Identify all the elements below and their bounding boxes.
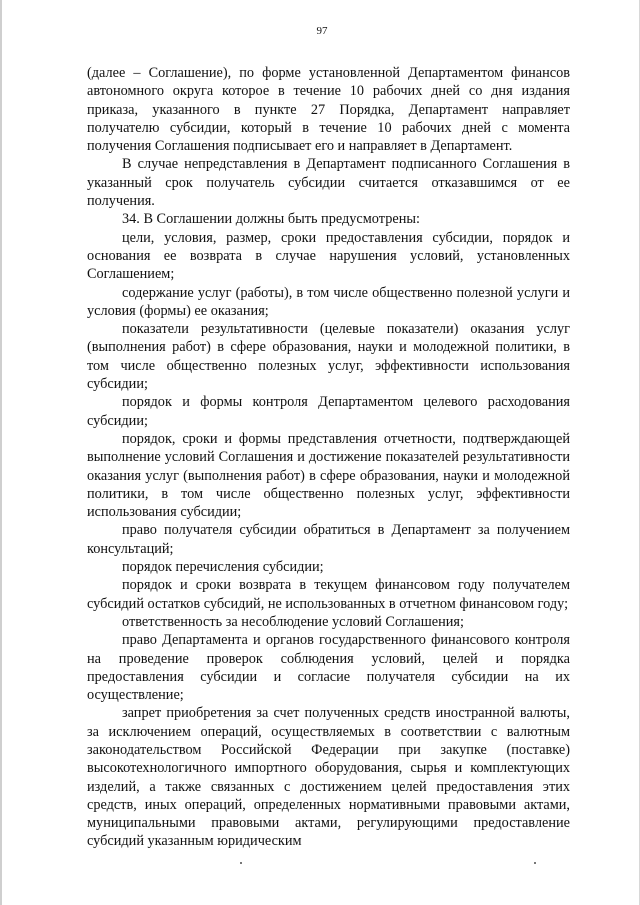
paragraph: цели, условия, размер, сроки предоставления субсидии, порядок и основания ее возврата в случае нарушения условий, установленных Соглашением;: [87, 229, 570, 283]
paragraph: запрет приобретения за счет полученных средств иностранной валюты, за исключением операций, осуществляемых в соответствии с валютным законодательством Российской Федерации при закупке (поставке) высокотехнологичного импортного оборудования, сырья и комплектующих изделий, а также связанных с достижением целей предоставления этих средств, иных операций, определенных нормативными правовыми актами, муниципальными правовыми актами, регулирующими предоставление субсидий указанным юридическим: [87, 705, 570, 850]
paragraph: порядок и сроки возврата в текущем финансовом году получателем субсидий остатков субсидий, не использованных в отчетном финансовом году;: [87, 577, 570, 612]
paragraph: 34. В Соглашении должны быть предусмотрены:: [122, 211, 420, 228]
paragraph: порядок, сроки и формы представления отчетности, подтверждающей выполнение условий Соглашения и достижение показателей результативности оказания услуг (выполнения работ) в сфере образования, науки и молодежной политики, в том числе общественно полезных услуг, эффективности использования субсидии;: [87, 430, 570, 521]
paragraph: показатели результативности (целевые показатели) оказания услуг (выполнения работ) в сфере образования, науки и молодежной политики, в том числе общественно полезных услуг, эффективности использования субсидии;: [87, 321, 570, 393]
paragraph: ответственность за несоблюдение условий Соглашения;: [122, 613, 464, 630]
paragraph: (далее – Соглашение), по форме установленной Департаментом финансов автономного округа которое в течение 10 рабочих дней со дня издания приказа, указанного в пункте 27 Порядка, Департамент направляет получателю субсидии, который в течение 10 рабочих дней с момента получения Соглашения подписывает его и направляет в Департамент.: [87, 65, 570, 155]
paragraph: право получателя субсидии обратиться в Департамент за получением консультаций;: [87, 522, 570, 557]
paragraph: В случае непредставления в Департамент подписанного Соглашения в указанный срок получатель субсидии считается отказавшимся от ее получения.: [87, 156, 570, 210]
scan-speck: [534, 862, 536, 864]
scan-speck: [240, 862, 242, 864]
paragraph: право Департамента и органов государственного финансового контроля на проведение проверок соблюдения условий, целей и порядка предоставления субсидии и согласие получателя субсидии на их осуществление;: [87, 632, 570, 704]
page-number: 97: [316, 25, 328, 37]
document-body: [87, 64, 570, 851]
paragraph: порядок перечисления субсидии;: [122, 559, 324, 576]
paragraph: содержание услуг (работы), в том числе общественно полезной услуги и условия (формы) ее оказания;: [87, 284, 570, 319]
paragraph: порядок и формы контроля Департаментом целевого расходования субсидии;: [87, 394, 570, 429]
